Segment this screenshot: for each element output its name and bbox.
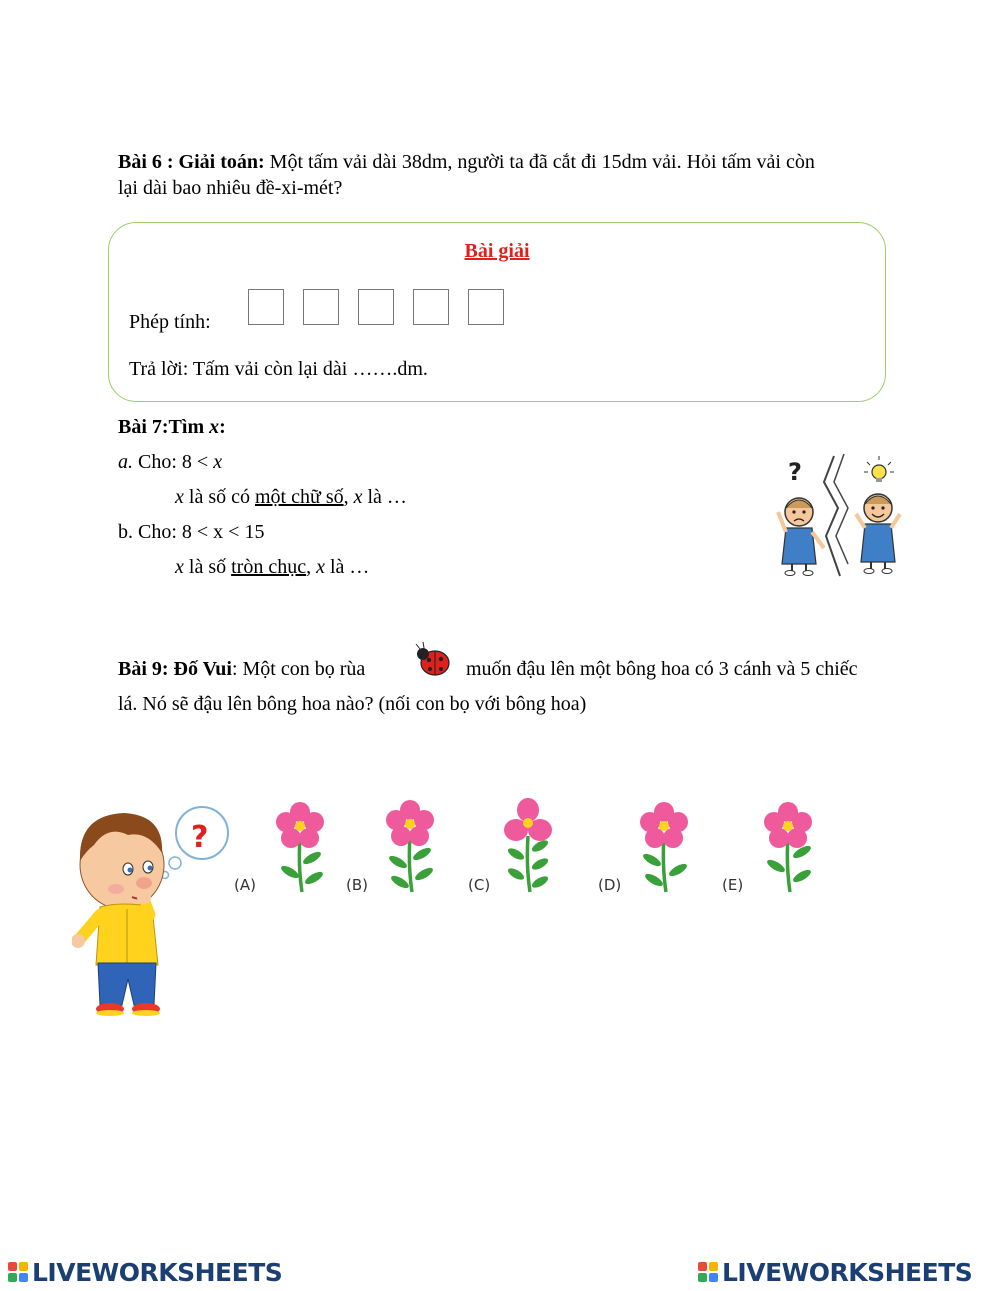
flower-d-icon[interactable] <box>628 796 700 896</box>
thinking-boy-illustration <box>72 795 237 1020</box>
bai9-line2: lá. Nó sẽ đậu lên bông hoa nào? (nối con bọ với bông hoa) <box>118 693 587 715</box>
bai6-text1: Một tấm vải dài 38dm, người ta đã cắt đi 15dm vải. Hỏi tấm vải còn <box>264 151 815 173</box>
calc-box-1[interactable] <box>248 289 284 325</box>
logo-blocks-icon <box>8 1262 28 1282</box>
thinking-kids-illustration <box>772 452 907 580</box>
solution-panel <box>108 222 886 402</box>
bai9-label: Bài 9: Đố Vui <box>118 658 232 680</box>
svg-text:?: ? <box>191 820 209 855</box>
bai7-title: Bài 7:Tìm x: <box>118 416 226 438</box>
logo-blocks-icon <box>698 1262 718 1282</box>
bai6-line1 <box>118 149 815 175</box>
bai7-b-answer: x là số tròn chục, x là … <box>175 556 370 578</box>
bai6-label: Bài 6 : Giải toán: <box>118 151 265 173</box>
liveworksheets-logo-right[interactable] <box>698 1257 972 1287</box>
flower-e-label: (E) <box>722 876 744 894</box>
flower-c-label: (C) <box>468 876 491 894</box>
calc-box-4[interactable] <box>413 289 449 325</box>
flower-a-label: (A) <box>234 876 256 894</box>
solution-title: Bài giải <box>464 240 530 262</box>
calc-label: Phép tính: <box>129 311 211 333</box>
svg-text:?: ? <box>788 458 802 486</box>
calc-box-3[interactable] <box>358 289 394 325</box>
bai6-line2: lại dài bao nhiêu đề-xi-mét? <box>118 177 343 199</box>
bai7-a-answer: x là số có một chữ số, x là … <box>175 486 407 508</box>
flower-e-icon[interactable] <box>752 796 824 896</box>
logo-text: LIVEWORKSHEETS <box>722 1257 973 1287</box>
ladybug-icon[interactable] <box>414 641 454 681</box>
bai9-line1: Bài 9: Đố Vui: Một con bọ rùa <box>118 658 366 680</box>
bai7-a-condition: a. Cho: 8 < x <box>118 451 223 473</box>
flower-c-icon[interactable] <box>498 796 570 896</box>
flower-d-label: (D) <box>598 876 622 894</box>
bai7-b-condition: b. Cho: 8 < x < 15 <box>118 521 265 543</box>
flower-b-label: (B) <box>346 876 368 894</box>
calc-box-5[interactable] <box>468 289 504 325</box>
flower-a-icon[interactable] <box>268 796 340 896</box>
answer-line: Trả lời: Tấm vải còn lại dài …….dm. <box>129 358 428 380</box>
bai9-line1-cont: muốn đậu lên một bông hoa có 3 cánh và 5 chiếc <box>466 658 858 680</box>
logo-text: LIVEWORKSHEETS <box>32 1257 283 1287</box>
liveworksheets-logo-left[interactable] <box>8 1257 282 1287</box>
flower-b-icon[interactable] <box>376 796 448 896</box>
calc-box-2[interactable] <box>303 289 339 325</box>
